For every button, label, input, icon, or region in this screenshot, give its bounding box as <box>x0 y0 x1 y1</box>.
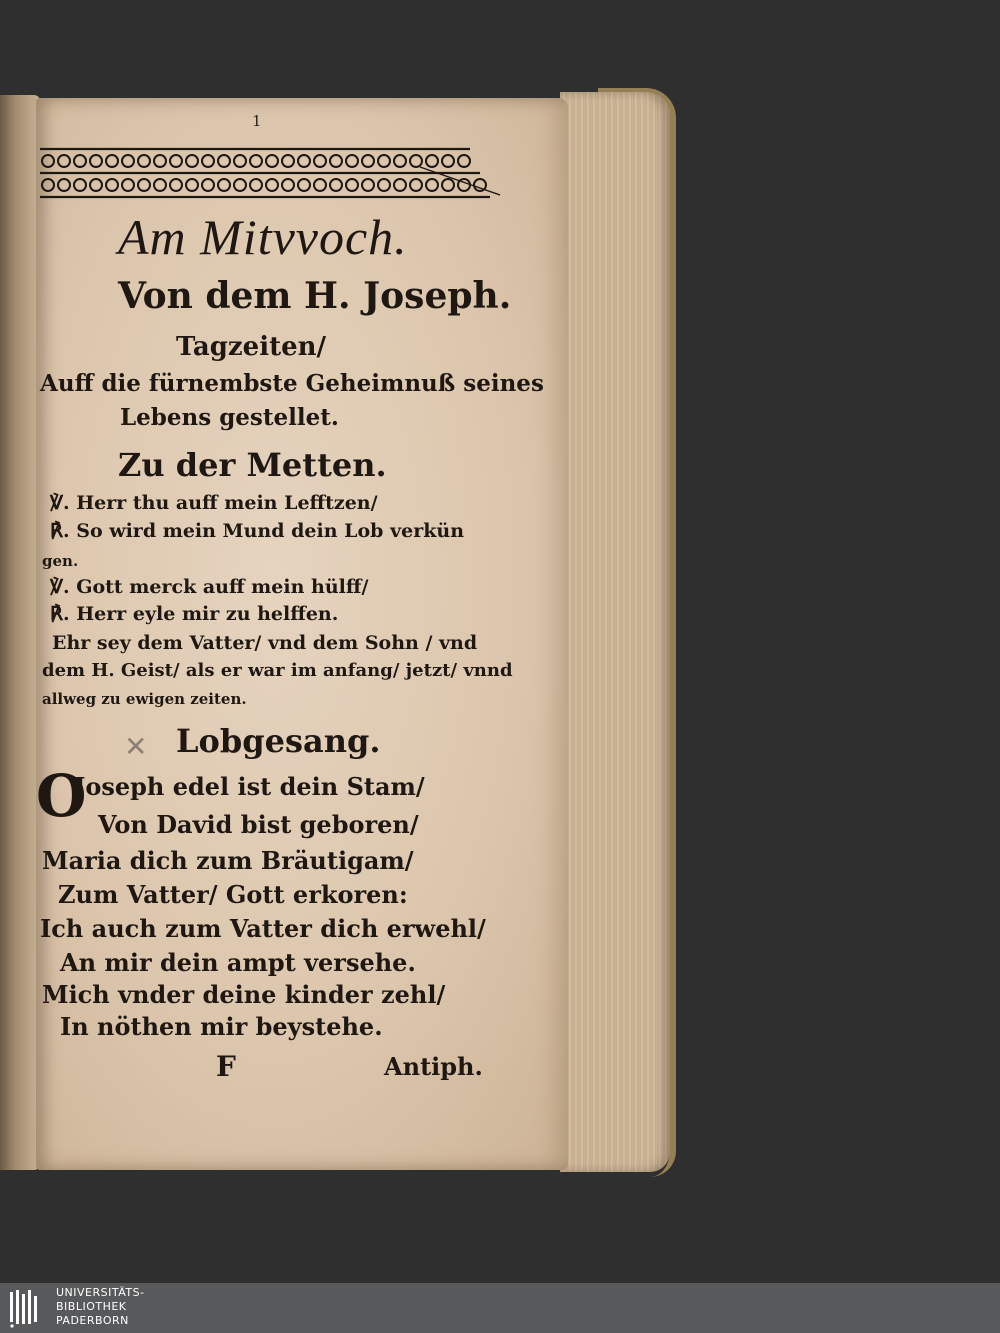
prayer-line: gen. <box>42 552 79 570</box>
prayer-line: ℣. Herr thu auff mein Lefftzen/ <box>50 492 378 514</box>
prayer-line: allweg zu ewigen zeiten. <box>42 690 247 708</box>
hymn-line: Von David bist geboren/ <box>98 810 419 839</box>
page-title: Am Mitvvoch. <box>118 209 408 265</box>
footer-bar <box>0 1283 1000 1333</box>
library-name-line: UNIVERSITÄTS- <box>56 1286 145 1299</box>
prayer-line: Ehr sey dem Vatter/ vnd dem Sohn / vnd <box>52 632 478 654</box>
prayer-line: dem H. Geist/ als er war im anfang/ jetzt/ vnnd <box>42 660 513 681</box>
sub-line-2: Lebens gestellet. <box>120 404 339 431</box>
main-heading: Von dem H. Joseph. <box>118 275 512 317</box>
subheading: Tagzeiten/ <box>176 332 327 362</box>
library-name <box>56 1286 145 1328</box>
prayer-line: ℟. Herr eyle mir zu helffen. <box>50 603 339 625</box>
hymn-line: Joseph edel ist dein Stam/ <box>74 772 425 801</box>
hymn-line: In nöthen mir beystehe. <box>60 1012 383 1041</box>
sub-line-1: Auff die fürnembste Geheimnuß seines <box>40 370 544 397</box>
hymn-line: Maria dich zum Bräutigam/ <box>42 846 414 875</box>
library-name-line: PADERBORN <box>56 1314 129 1327</box>
hymn-line: Mich vnder deine kinder zehl/ <box>42 980 446 1009</box>
hymn-line: Zum Vatter/ Gott erkoren: <box>58 880 408 909</box>
pencil-mark: ✕ <box>124 730 148 763</box>
page-mark: 1 <box>252 112 262 130</box>
library-logo-icon <box>8 1288 48 1328</box>
hymn-title: Lobgesang. <box>176 722 381 760</box>
section-title: Zu der Metten. <box>118 446 387 484</box>
hymn-line: Ich auch zum Vatter dich erwehl/ <box>40 914 486 943</box>
catchword: Antiph. <box>384 1052 483 1081</box>
hymn-line: An mir dein ampt versehe. <box>60 948 416 977</box>
library-name-line: BIBLIOTHEK <box>56 1300 127 1313</box>
prayer-line: ℣. Gott merck auff mein hülff/ <box>50 576 369 598</box>
signature-mark: F <box>216 1050 236 1083</box>
drop-cap: O <box>36 762 87 830</box>
prayer-line: ℟. So wird mein Mund dein Lob verkün <box>50 520 465 542</box>
